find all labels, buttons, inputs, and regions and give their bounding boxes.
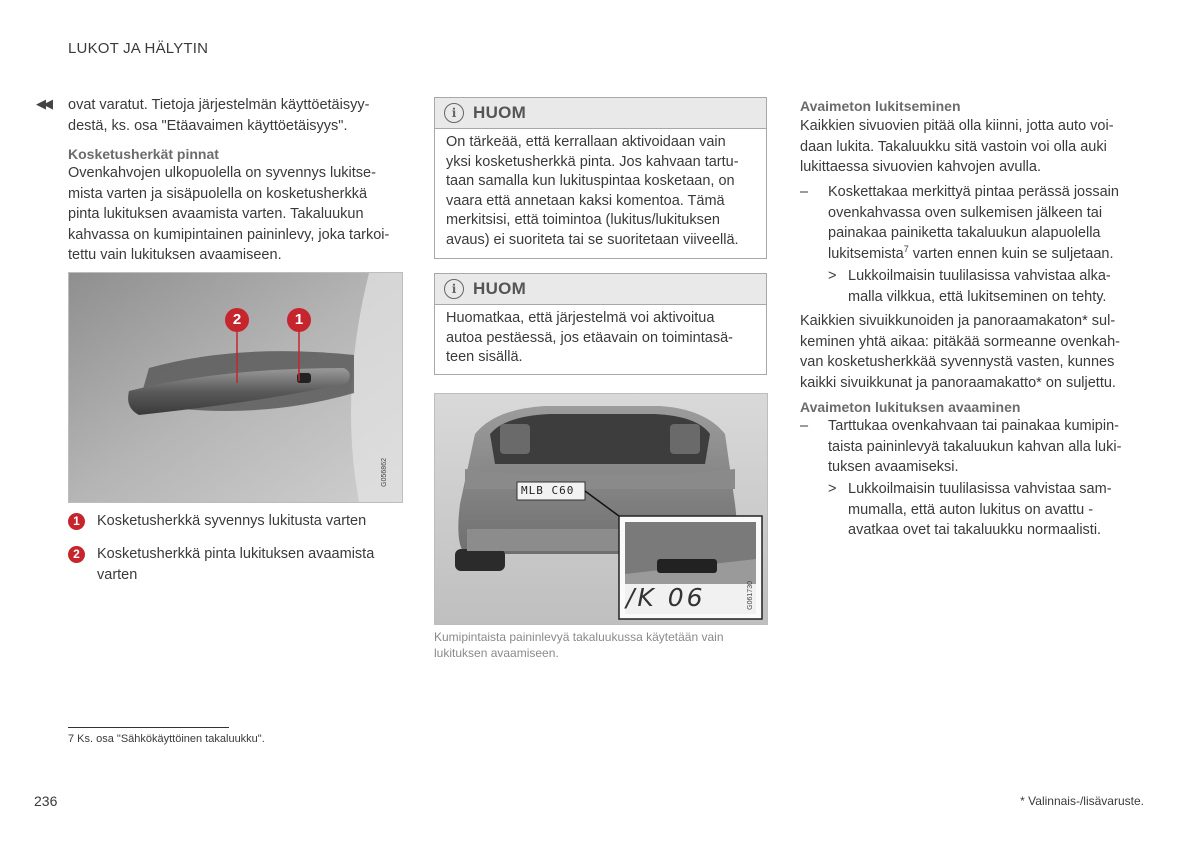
car-rear-illustration xyxy=(435,394,767,624)
text-line: pinta lukituksen avaamista varten. Takaluukun xyxy=(68,206,364,222)
text-line: tuksen avaamiseksi. xyxy=(828,459,959,475)
door-handle-image xyxy=(68,272,403,503)
text-line: vaara että annetaan kaksi komentoa. Tämä xyxy=(446,192,725,209)
image-code: G056862 xyxy=(381,458,388,487)
text-line: mumalla, että auton lukitus on avattu - xyxy=(848,501,1094,518)
text-line: Kaikkien sivuikkunoiden ja panoraamakaton* sul- xyxy=(800,313,1116,329)
note-box xyxy=(434,97,767,259)
text-line: lukituksen avaamiseen. xyxy=(434,646,559,660)
legend-text: Kosketusherkkä pinta lukituksen avaamista xyxy=(97,546,375,562)
text-line: merkitsisi, että toimintoa (lukitus/lukituksen xyxy=(446,212,720,228)
paragraph xyxy=(800,311,1145,393)
text-line: van kosketusherkkää syvennystä vasten, kunnes xyxy=(800,354,1115,370)
image-code: G061730 xyxy=(747,581,754,610)
legend-item xyxy=(68,511,437,532)
paragraph xyxy=(800,116,1140,178)
step-item xyxy=(800,182,1158,264)
info-icon: i xyxy=(444,279,464,299)
result-marker: > xyxy=(828,481,837,497)
note-title: HUOM xyxy=(473,279,527,298)
note-title: HUOM xyxy=(473,103,527,122)
continued-arrow-icon: ◀◀ xyxy=(36,96,50,111)
text-line: avaus) ei suoriteta tai se suoritetaan viiveellä. xyxy=(446,231,739,248)
section-title: Avaimeton lukituksen avaaminen xyxy=(800,399,1021,415)
text-line: ovenkahvassa oven sulkemisen jälkeen tai xyxy=(828,204,1103,221)
info-icon: i xyxy=(444,103,464,123)
dash-bullet: – xyxy=(800,184,809,200)
text-line: ovat varatut. Tietoja järjestelmän käyttöetäisyy- xyxy=(68,97,370,113)
text-line: yksi kosketusherkkä pinta. Jos kahvaan tartu- xyxy=(446,153,739,170)
footnote-ref: 7 xyxy=(903,243,909,254)
text-line: mista varten ja sisäpuolella on kosketusherkkä xyxy=(68,185,368,202)
note-header xyxy=(435,274,766,305)
text-line: lukittaessa sivuovien kahvojen avulla. xyxy=(800,159,1041,175)
page-number: 236 xyxy=(34,793,58,809)
page-header: LUKOT JA HÄLYTIN xyxy=(68,40,209,57)
note-body xyxy=(435,129,766,258)
text-line: Tarttukaa ovenkahvaan tai painakaa kumipin- xyxy=(828,418,1119,434)
text-line: keminen yhtä aikaa: pitäkää sormeanne ovenkah- xyxy=(800,333,1120,350)
text-line: On tärkeää, että kerrallaan aktivoidaan vain xyxy=(446,134,726,150)
result-item xyxy=(828,266,1148,307)
text-line: taista paininlevyä takaluukun kahvan alla luki- xyxy=(828,438,1122,455)
text-line: Koskettakaa merkittyä pintaa perässä jossain xyxy=(828,184,1119,200)
result-marker: > xyxy=(828,268,837,284)
step-item xyxy=(800,416,1158,478)
text-line: destä, ks. osa "Etäavaimen käyttöetäisyys". xyxy=(68,117,348,134)
text-line: kaikki sivuikkunat ja panoraamakatto* on suljettu. xyxy=(800,374,1116,391)
note-header xyxy=(435,98,766,129)
text-line: Lukkoilmaisin tuulilasissa vahvistaa alka- xyxy=(848,268,1111,284)
text-line: painakaa painiketta takaluukun alapuolella xyxy=(828,225,1101,241)
text-line: autoa pestäessä, jos etäavain on toimintasä- xyxy=(446,329,733,346)
text-line: taan samalla kun lukituspintaa kosketaan, on xyxy=(446,173,735,189)
footnote: 7 Ks. osa "Sähkökäyttöinen takaluukku". xyxy=(68,733,265,745)
note-box xyxy=(434,273,767,375)
callout-badge-1: 1 xyxy=(287,308,311,332)
callout-badge-2: 2 xyxy=(225,308,249,332)
legend-badge: 1 xyxy=(68,513,85,530)
footnote-divider xyxy=(68,727,229,728)
legend-item xyxy=(68,544,437,585)
inset-plate-text: /K 06 xyxy=(626,583,706,612)
section-paragraph xyxy=(68,163,413,266)
legend-badge: 2 xyxy=(68,546,85,563)
text-line: malla vilkkua, että lukitseminen on tehty. xyxy=(848,288,1107,305)
license-plate-text: MLB C60 xyxy=(521,484,575,497)
text-fragment: varten ennen kuin se suljetaan. xyxy=(908,245,1114,262)
text-line: avatkaa ovet tai takaluukku normaalisti. xyxy=(848,522,1102,538)
image-caption xyxy=(434,629,774,661)
section-title: Avaimeton lukitseminen xyxy=(800,98,961,114)
tailgate-image xyxy=(434,393,768,625)
optional-equipment-note: * Valinnais-/lisävaruste. xyxy=(1020,794,1144,808)
text-line: tettu vain lukituksen avaamiseen. xyxy=(68,247,282,263)
text-line: kahvassa on kumipintainen paininlevy, joka tarkoi- xyxy=(68,226,390,243)
section-title: Kosketusherkät pinnat xyxy=(68,146,219,162)
text-line: Ovenkahvojen ulkopuolella on syvennys lukitse- xyxy=(68,165,376,181)
legend-text: varten xyxy=(97,566,138,583)
legend-text: Kosketusherkkä syvennys lukitusta varten xyxy=(97,513,367,529)
result-item xyxy=(828,479,1148,541)
left-intro xyxy=(68,95,408,136)
text-line xyxy=(828,244,1158,265)
dash-bullet: – xyxy=(800,418,809,434)
text-line: Kumipintaista paininlevyä takaluukussa käytetään vain xyxy=(434,630,724,644)
text-line: teen sisällä. xyxy=(446,349,523,365)
text-line: Huomatkaa, että järjestelmä voi aktivoitua xyxy=(446,310,715,326)
note-body xyxy=(435,305,766,376)
text-line: Lukkoilmaisin tuulilasissa vahvistaa sam- xyxy=(848,481,1112,497)
text-line: daan lukita. Takaluukku sitä vastoin voi olla auki xyxy=(800,138,1107,155)
text-line: Kaikkien sivuovien pitää olla kiinni, jotta auto voi- xyxy=(800,118,1114,134)
text-fragment: lukitsemista xyxy=(828,245,904,262)
